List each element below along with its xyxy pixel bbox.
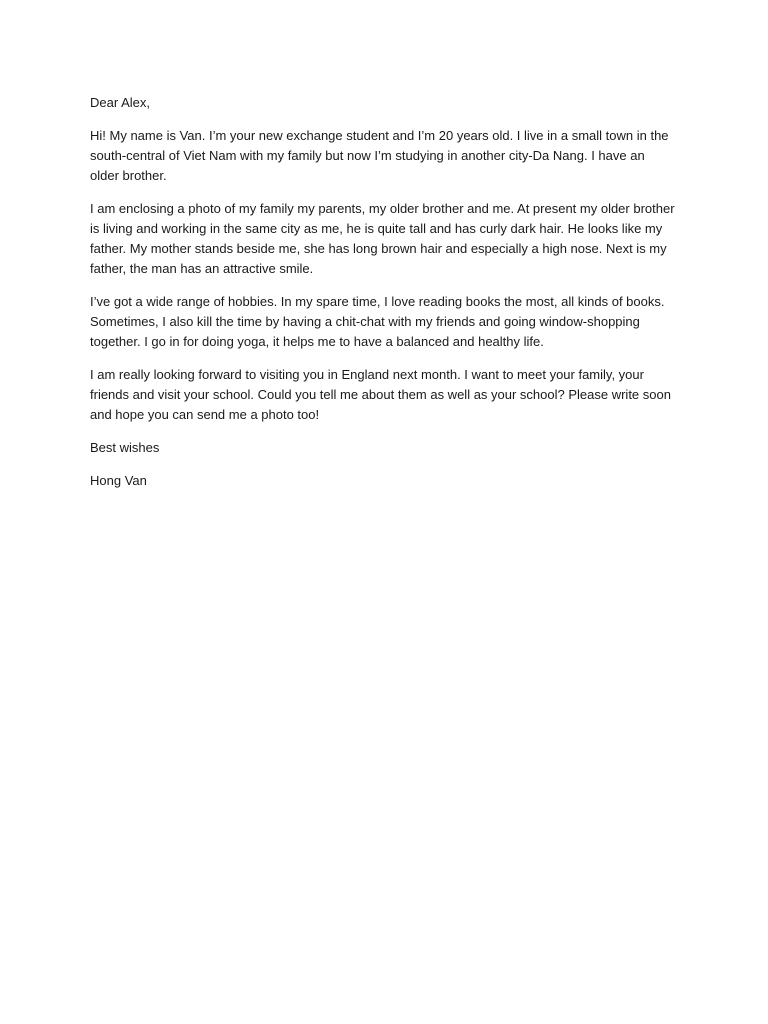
letter-body [90,93,676,504]
letter-paragraph-hobbies: I’ve got a wide range of hobbies. In my spare time, I love reading books the most, all kinds of books. Sometimes, I also kill the time by having a chit-chat with my friends and going window-shopping together. I go in for doing yoga, it helps me to have a balanced and healthy life. [90,294,665,349]
letter-signature: Hong Van [90,473,147,488]
letter-closing: Best wishes [90,440,160,455]
letter-salutation: Dear Alex, [90,95,150,110]
letter-paragraph-visit: I am really looking forward to visiting you in England next month. I want to meet your family, your friends and visit your school. Could you tell me about them as well as your school? Please write soon and hope you can send me a photo too! [90,367,671,422]
letter-paragraph-intro: Hi! My name is Van. I’m your new exchange student and I’m 20 years old. I live in a small town in the south-central of Viet Nam with my family but now I’m studying in another city-Da Nang. I have an older brother. [90,128,669,183]
letter-paragraph-family: I am enclosing a photo of my family my parents, my older brother and me. At present my older brother is living and working in the same city as me, he is quite tall and has curly dark hair. He looks like my father. My mother stands beside me, she has long brown hair and especially a high nose. Next is my father, the man has an attractive smile. [90,201,675,276]
